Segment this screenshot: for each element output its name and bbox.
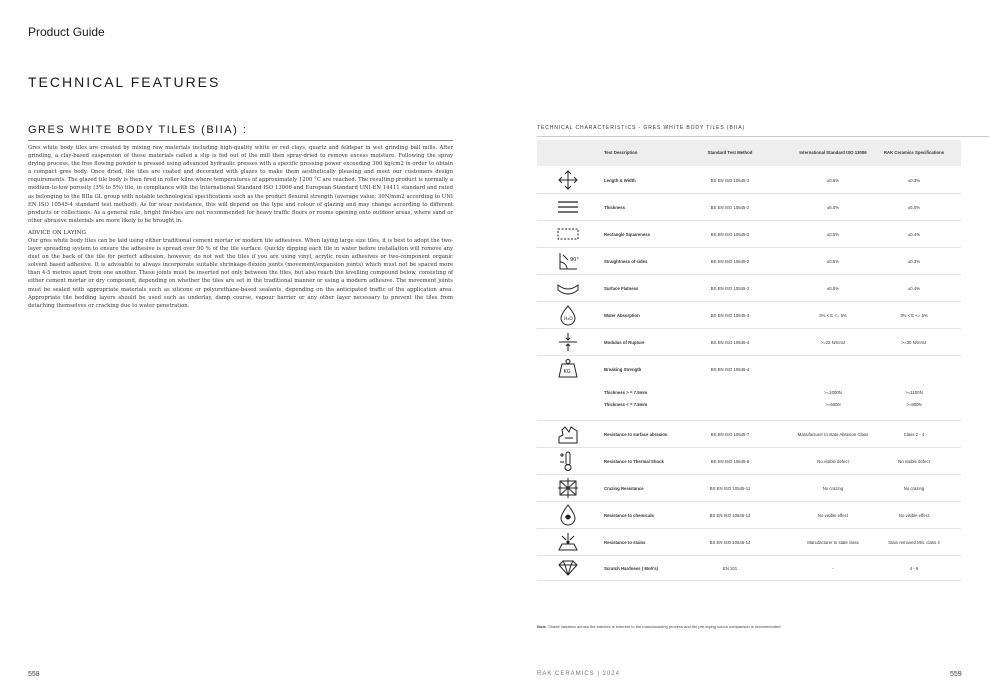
page-number-left: 558 — [28, 671, 40, 678]
sub-row-rak: >=1100N — [905, 390, 923, 395]
row-name: Resistance to stains — [604, 540, 646, 545]
row-name: Surface Flatness — [604, 286, 639, 291]
row-rak: 4 - 6 — [909, 566, 919, 571]
abrasion-hand-icon — [557, 423, 579, 445]
table-row — [537, 248, 961, 275]
row-rak: ±5.0% — [907, 205, 921, 210]
water-drop-icon — [557, 304, 579, 326]
row-standard: BS EN ISO 10545-14 — [709, 540, 751, 545]
row-standard: BS EN ISO 10545-2 — [710, 178, 750, 183]
table-row — [537, 529, 961, 556]
table-row — [537, 448, 961, 475]
row-iso: ±0.5% — [826, 259, 840, 264]
table-row — [537, 421, 961, 448]
row-standard: BS EN ISO 10545-4 — [710, 340, 750, 345]
header-rak-specifications: RAK Ceramics Specifications — [883, 150, 945, 155]
row-standard: BS EN ISO 10545-13 — [709, 513, 751, 518]
row-standard: BS EN ISO 10545-4 — [710, 367, 750, 372]
row-rak: No visible effect — [898, 513, 930, 518]
row-standard: BS EN ISO 10545-2 — [710, 205, 750, 210]
note-label: Note — [537, 624, 546, 629]
row-name: Resistance to chemicals — [604, 513, 654, 518]
arrows-cross-icon — [557, 170, 579, 190]
svg-text:90°: 90° — [570, 257, 579, 263]
row-name: Rectangle Squareness — [604, 232, 651, 237]
footer-brand: RAK CERAMICS | 2024 — [537, 671, 620, 677]
row-rak: 3% < E <= 5% — [900, 313, 928, 318]
row-standard: BS EN ISO 10545-3 — [710, 313, 750, 318]
advice-paragraph: Our gres white body tiles can be laid using either traditional cement mortar or modern tile adhesives. When laying large size tiles, it is best to adopt the two-layer spreading system to ensure the adhesive is spread over 90 % of the tile surface. Quickly dipping each tile in water before installation will remove any dust on the back of the tile for perfect adhesion, however, do not wet the tiles if you are using vinyl, acrylic resin adhesives or two-component organic solvent based adhesive. It is advisable to always incorporate suitable shrinkage-flexion joints (movement/expansion joints) which must not be spaced more than 4-5 metres apart from one another. These joints must be inserted not only between the tiles, but also reach the levelling compound below, consisting of either cement mortar or dry compound, depending on whether the tiles are set in the traditional manner or using a modern adhesive. The movement joints must be sealed with appropriate materials such as silicone or polyurethane-based sealants, depending on the anticipated traffic of the application area. Appropriate tile bedding layers should be used such as underlay, damp course, vapour barrier or any other layer necessary to prevent the tiles from detaching themselves or cracking due to water penetration. — [28, 237, 453, 309]
row-rak: ±0.4% — [907, 232, 921, 237]
caption-rule — [537, 136, 989, 137]
row-iso: ±0.6% — [826, 178, 840, 183]
table-row — [537, 329, 961, 356]
table-row — [537, 302, 961, 329]
weight-kg-icon — [557, 358, 579, 378]
rupture-arrows-icon — [557, 332, 579, 352]
row-standard: EN 101 — [722, 566, 738, 571]
advice-heading: ADVICE ON LAYING — [28, 229, 86, 236]
row-name: Scratch Hardness ( Moh's) — [604, 566, 659, 571]
intro-paragraph: Gres white body tiles are created by mixing raw materials including high-quality white or red clays, quartz and feldspar in wet grinding ball mills. After grinding, a clay-based suspension of these materials called a slip is fed out of the mill then spray-dried to remove excess moisture. Following the spray drying process, the free flowing powder is pressed using advanced hydraulic presses with a specific pressing power exceeding 300 kg/cm2 in order to obtain a compact gres body. Once dried, the tiles are coated and decorated with glazes to make them aesthetically pleasing and meet our customers design requirements. The glazed tile body is then fired in roller kilns where temperatures of approximately 1200 °C are reached. The resulting product is normally a medium-to-low porosity (3% to 5%) tile, in compliance with the International Standard ISO 13006 and European Standard UNI-EN 14411 standard and rated as belonging to the BIIa GL group with notable technological specifications such as the product flexural strength (average value: 30N/mm2 according to UNI EN ISO 10545-4 standard test method). As for wear resistance, this will depend on the type and colour of glazing and may change according to different products or collections. As a general rule, bright finishes are not recommended for heavy traffic floors or rooms opening onto outdoor areas, where sand or other abrasive materials are more likely to be brought in. — [28, 145, 453, 224]
row-iso: >=22 N/mm2 — [820, 340, 846, 345]
left-column — [28, 124, 453, 310]
row-iso: ±5.0% — [826, 205, 840, 210]
row-rak: >=30 N/mm2 — [901, 340, 927, 345]
sub-row-name: Thickness < = 7.5mm — [604, 402, 648, 407]
row-standard: BS EN ISO 10545-2 — [710, 259, 750, 264]
table-row — [537, 275, 961, 302]
row-iso: No visible defect — [817, 459, 849, 464]
table-caption: TECHNICAL CHARACTERISTICS - GRES WHITE BODY TILES (BIIA) — [537, 125, 746, 131]
row-iso: 3% < E <= 6% — [819, 313, 847, 318]
section-title: TECHNICAL FEATURES — [28, 74, 221, 90]
thickness-lines-icon — [557, 200, 579, 214]
table-row — [537, 194, 961, 221]
row-iso: Manufacturer to state class — [807, 540, 859, 545]
sub-row-iso: >=1000N — [824, 390, 842, 395]
subtitle-rule — [28, 140, 453, 141]
header-iso-13006: International Standard ISO 13006 — [799, 150, 867, 155]
row-standard: BS EN ISO 10545-11 — [709, 486, 751, 491]
table-row — [537, 502, 961, 529]
row-rak: No visible defect — [898, 459, 930, 464]
page-number-right: 559 — [950, 671, 962, 678]
row-standard: BS EN ISO 10545-9 — [710, 459, 750, 464]
stain-icon — [557, 531, 579, 553]
row-rak: ±0.4% — [907, 286, 921, 291]
table-header — [537, 140, 961, 166]
header-standard-test-method: Standard Test Method — [707, 150, 753, 155]
table-row — [537, 475, 961, 502]
table-row — [537, 167, 961, 194]
sub-row-iso: >=600N — [825, 402, 841, 407]
diamond-icon — [557, 560, 579, 576]
row-name: Straightness of sides — [604, 259, 648, 264]
row-name: Crazing Resistance — [604, 486, 644, 491]
sub-row-name: Thickness > = 7.5mm — [604, 390, 648, 395]
table-row — [537, 556, 961, 581]
row-iso: ±0.5% — [826, 232, 840, 237]
row-rak: ±0.3% — [907, 178, 921, 183]
table-row — [537, 356, 961, 421]
row-iso: No crazing — [822, 486, 844, 491]
row-name: Thickness — [604, 205, 626, 210]
row-standard: BS EN ISO 10545-7 — [710, 432, 750, 437]
row-rak: Stain removed Min. class 4 — [888, 540, 940, 545]
row-name: Breaking Strength — [604, 367, 642, 372]
row-name: Resistance to Thermal Shock — [604, 459, 664, 464]
note-text: : Shade variation across the batches is inherent to the manufacturing process and the pre-laying colour comparison is recommended — [545, 624, 781, 629]
row-rak: ±0.3% — [907, 259, 921, 264]
svg-text:KG: KG — [563, 369, 571, 375]
note — [537, 624, 780, 629]
table-row — [537, 221, 961, 248]
row-name: Modulus of Rupture — [604, 340, 645, 345]
thermometer-icon — [557, 450, 579, 472]
curved-surface-icon — [557, 281, 579, 295]
dashed-rectangle-icon — [557, 227, 579, 241]
product-guide-title: Product Guide — [28, 25, 105, 39]
row-rak: Class 2 - 4 — [903, 432, 925, 437]
row-iso: No visible effect — [817, 513, 849, 518]
sub-row-rak: >=800N — [906, 402, 922, 407]
row-name: Length & Width — [604, 178, 636, 183]
row-iso: ±0.5% — [826, 286, 840, 291]
row-name: Water Absorption — [604, 313, 640, 318]
crazing-icon — [557, 477, 579, 499]
row-rak: No crazing — [903, 486, 925, 491]
subtitle: GRES WHITE BODY TILES (BIIA) : — [28, 124, 248, 136]
row-standard: BS EN ISO 10545-2 — [710, 286, 750, 291]
header-test-description: Test Description — [604, 150, 638, 155]
row-iso: Manufacturer to state Abrasion Class — [797, 432, 869, 437]
row-iso: - — [832, 566, 834, 571]
right-angle-icon — [557, 251, 579, 271]
svg-text:H₂O: H₂O — [564, 317, 573, 322]
row-name: Resistance to surface abrasion — [604, 432, 668, 437]
row-standard: BS EN ISO 10545-2 — [710, 232, 750, 237]
chemical-drop-icon — [557, 504, 579, 526]
